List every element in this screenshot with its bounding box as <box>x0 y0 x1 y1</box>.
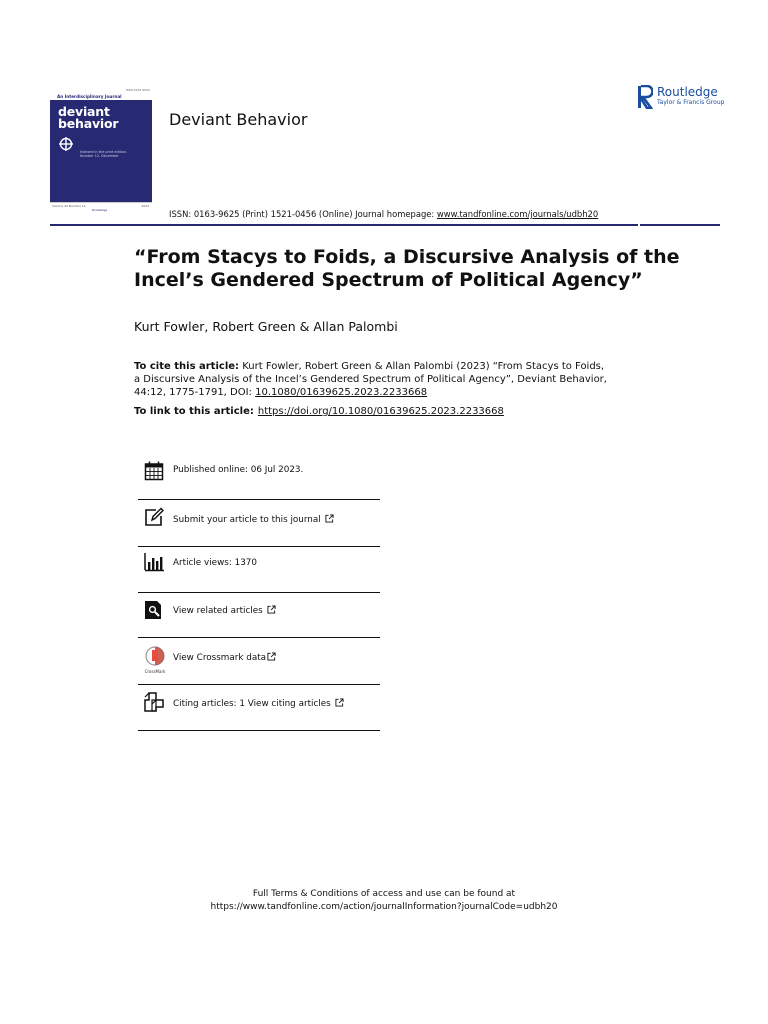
footer-line1: Full Terms & Conditions of access and use can be found at <box>252 889 516 899</box>
cover-title <box>58 106 118 130</box>
divider <box>138 684 380 685</box>
cover-subtitle: An Interdisciplinary Journal <box>57 94 122 99</box>
citing-articles-label: Citing articles: 1 View citing articles <box>173 699 331 709</box>
submit-article-row[interactable] <box>138 502 380 546</box>
logo-name: Routledge <box>657 85 718 99</box>
related-articles-label: View related articles <box>173 606 263 616</box>
issn-text: ISSN: 0163-9625 (Print) 1521-0456 (Online) Journal homepage: <box>169 209 437 219</box>
title-line1: “From Stacys to Foids, a Discursive Analysis of the <box>134 246 680 268</box>
issn-line <box>169 209 598 219</box>
divider <box>138 730 380 731</box>
header-rule-right <box>640 224 720 226</box>
routledge-logo[interactable] <box>637 85 727 111</box>
routledge-mark-icon <box>637 85 653 109</box>
cite-text-2: a Discursive Analysis of the Incel’s Gendered Spectrum of Political Agency”, Deviant Behavior, <box>134 374 607 385</box>
doi-link[interactable]: 10.1080/01639625.2023.2233668 <box>255 387 428 398</box>
cover-volume: Volume 44 Number 12 <box>52 204 86 208</box>
submit-article-link[interactable] <box>173 514 334 525</box>
crossmark-row[interactable] <box>138 640 380 684</box>
search-doc-icon <box>144 600 164 620</box>
published-online-row <box>138 455 380 499</box>
related-articles-link[interactable] <box>173 605 276 616</box>
header-rule <box>50 224 638 226</box>
published-online-label: Published online: 06 Jul 2023. <box>173 465 304 475</box>
cover-title-line1: deviant <box>58 104 110 119</box>
citing-icon <box>144 692 164 712</box>
link-label: To link to this article: <box>134 406 254 417</box>
article-views-label: Article views: 1370 <box>173 558 258 568</box>
crossmark-link[interactable] <box>173 652 276 663</box>
external-link-icon <box>267 605 276 614</box>
footer <box>0 888 768 914</box>
related-articles-row[interactable] <box>138 595 380 639</box>
submit-article-label: Submit your article to this journal <box>173 515 321 525</box>
edit-icon <box>144 507 164 527</box>
journal-name: Deviant Behavior <box>169 110 308 129</box>
external-link-icon <box>325 514 334 523</box>
citing-articles-row[interactable] <box>138 687 380 731</box>
bar-chart-icon <box>144 552 164 572</box>
divider <box>138 499 380 500</box>
cover-top-strip <box>50 85 152 100</box>
journal-homepage-link[interactable]: www.tandfonline.com/journals/udbh20 <box>436 209 599 219</box>
journal-cover <box>50 100 152 212</box>
cover-year: 2023 <box>141 204 149 208</box>
cite-text-1: Kurt Fowler, Robert Green & Allan Palombi (2023) “From Stacys to Foids, <box>239 361 605 372</box>
cover-bottom-strip <box>50 202 152 217</box>
external-link-icon <box>335 698 344 707</box>
citation-block <box>134 360 634 399</box>
cite-text-3: 44:12, 1775-1791, DOI: <box>134 387 256 398</box>
article-views-row <box>138 549 380 593</box>
logo-group: Taylor & Francis Group <box>657 99 725 106</box>
crossmark-icon <box>144 646 166 672</box>
crossmark-caption: CrossMark <box>144 669 166 674</box>
cover-issn: ISSN 0163-9625 <box>125 88 150 92</box>
cite-label: To cite this article: <box>134 361 240 372</box>
article-title <box>134 246 694 292</box>
footer-terms-link[interactable]: https://www.tandfonline.com/action/journalInformation?journalCode=udbh20 <box>210 902 558 912</box>
cover-publisher: Routledge <box>92 208 108 212</box>
cover-note: Indexed in the print edition. Number 12. December <box>80 150 128 159</box>
divider <box>138 592 380 593</box>
crossmark-label: View Crossmark data <box>173 653 267 663</box>
external-link-icon <box>267 652 276 661</box>
citing-articles-link[interactable] <box>173 698 344 709</box>
authors: Kurt Fowler, Robert Green & Allan Palombi <box>134 319 398 334</box>
divider <box>138 637 380 638</box>
calendar-icon <box>144 461 164 481</box>
article-doi-link[interactable]: https://doi.org/10.1080/01639625.2023.2233668 <box>257 406 504 417</box>
cover-title-line2: behavior <box>58 116 119 131</box>
article-link-line <box>134 406 504 417</box>
cover-emblem-icon <box>59 137 73 154</box>
divider <box>138 546 380 547</box>
title-line2: Incel’s Gendered Spectrum of Political Agency” <box>134 269 643 291</box>
